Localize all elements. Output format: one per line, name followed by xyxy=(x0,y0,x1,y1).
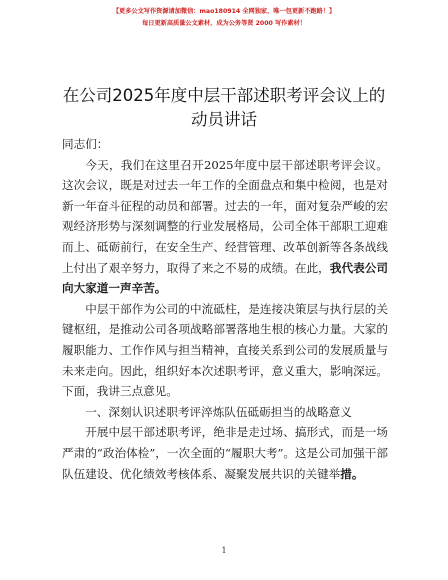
promo-banner-line-1: 【更多公文写作资源请加微信：mao180914 全网独家，唯一包更新不跑路！】 xyxy=(112,8,336,15)
document-body xyxy=(62,134,388,484)
paragraph-1-text: 今天，我们在这里召开2025年度中层干部述职考评会议。这次会议，既是对过去一年工作的全面盘点和集中检阅，也是对新一年奋斗征程的动员和部署。过去的一年，面对复杂严峻的宏观经济形势与深刻调整的行业发展格局，公司全体干部职工迎难而上、砥砺前行，在安全生产、经营管理、改革创新等各条战线上付出了艰辛努力，取得了来之不易的成绩。在此， xyxy=(62,157,388,275)
paragraph-3-text: 开展中层干部述职考评，绝非是走过场、搞形式，而是一场严肃的“政治体检”，一次全面的“履职大考”。这是公司加强干部队伍建设、优化绩效考核体系、凝聚发展共识的关键举 xyxy=(62,425,388,481)
promo-banner xyxy=(0,6,448,29)
paragraph-2: 中层干部作为公司的中流砥柱，是连接决策层与执行层的关键枢纽，是推动公司各项战略部署落地生根的核心力量。大家的履职能力、工作作风与担当精神，直接关系到公司的发展质量与未来走向。因此，组织好本次述职考评，意义重大，影响深远。下面，我讲三点意见。 xyxy=(62,301,388,399)
paragraph-1 xyxy=(62,155,388,299)
section-heading: 一、深刻认识述职考评淬炼队伍砥砺担当的战略意义 xyxy=(85,404,352,419)
promo-banner-line-2: 每日更新高质量公文素材，成为公务等贤 2000 写作素材！ xyxy=(142,20,306,27)
paragraph-3 xyxy=(62,422,388,484)
bold-phrase: 我代表公司向大家道一声辛苦。 xyxy=(62,260,388,296)
paragraph-3-bold-tail: 措。 xyxy=(340,466,364,481)
salutation: 同志们： xyxy=(62,137,109,151)
document-title: 在公司2025年度中层干部述职考评会议上的动员讲话 xyxy=(62,86,386,129)
page-number: 1 xyxy=(221,546,227,555)
